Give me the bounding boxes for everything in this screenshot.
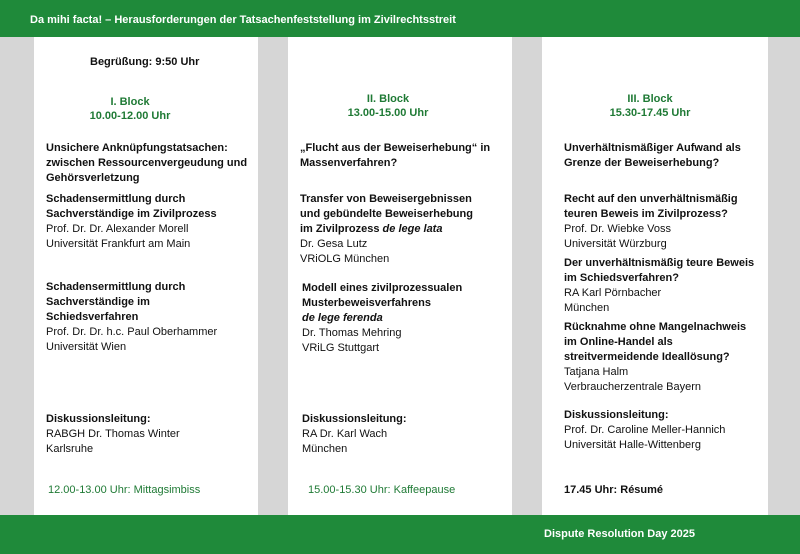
talk-speaker: Prof. Dr. Dr. h.c. Paul Oberhammer <box>46 326 218 338</box>
footer-bar <box>0 515 800 554</box>
block-3-time: 15.30-17.45 Uhr <box>609 107 691 119</box>
talk-affiliation: München <box>564 302 610 314</box>
moderation-place: München <box>302 443 348 455</box>
block-3-topic: Unverhältnismäßiger Aufwand als <box>564 142 741 154</box>
talk-speaker: Prof. Dr. Wiebke Voss <box>564 223 671 235</box>
talk-title: Sachverständige im Zivilprozess <box>46 208 217 220</box>
moderation-label: Diskussionsleitung: <box>46 413 151 425</box>
closing-resume: 17.45 Uhr: Résumé <box>564 484 664 496</box>
block-3-title: III. Block <box>627 93 673 105</box>
talk-affiliation: VRiOLG München <box>300 253 390 265</box>
talk-title: Rücknahme ohne Mangelnachweis <box>564 321 747 333</box>
footer-label: Dispute Resolution Day 2025 <box>544 528 695 540</box>
talk-affiliation: Universität Frankfurt am Main <box>46 238 191 250</box>
talk-title: Schiedsverfahren <box>46 311 139 323</box>
talk-title: teuren Beweis im Zivilprozess? <box>564 208 728 220</box>
talk-title: im Online-Handel als <box>564 336 673 348</box>
talk-speaker: Tatjana Halm <box>564 366 629 378</box>
talk-speaker: Prof. Dr. Dr. Alexander Morell <box>46 223 189 235</box>
block-3-topic: Grenze der Beweiserhebung? <box>564 157 720 169</box>
talk-title: Der unverhältnismäßig teure Beweis <box>564 257 755 269</box>
talk-title: im Schiedsverfahren? <box>564 272 679 284</box>
header-bar <box>0 0 800 37</box>
talk-speaker: Dr. Thomas Mehring <box>302 327 402 339</box>
column-block-2 <box>288 37 512 515</box>
talk-affiliation: Universität Wien <box>46 341 127 353</box>
moderation-place: Universität Halle-Wittenberg <box>564 439 701 451</box>
lunch-break: 12.00-13.00 Uhr: Mittagsimbiss <box>48 484 201 496</box>
block-1-topic: Gehörsverletzung <box>46 172 140 184</box>
moderation-label: Diskussionsleitung: <box>302 413 407 425</box>
talk-title: Recht auf den unverhältnismäßig <box>564 193 738 205</box>
moderation-name: RABGH Dr. Thomas Winter <box>46 428 180 440</box>
talk-title-italic: de lege lata <box>382 223 443 235</box>
column-block-1 <box>34 37 258 515</box>
block-1-time: 10.00-12.00 Uhr <box>89 110 171 122</box>
moderation-name: Prof. Dr. Caroline Meller-Hannich <box>564 424 726 436</box>
block-2-topic: „Flucht aus der Beweiserhebung“ in <box>300 142 491 154</box>
coffee-break: 15.00-15.30 Uhr: Kaffeepause <box>308 484 456 496</box>
block-2-title: II. Block <box>366 93 410 105</box>
talk-title: im Zivilprozess de lege lata <box>300 223 443 235</box>
talk-speaker: Dr. Gesa Lutz <box>300 238 368 250</box>
page-title: Da mihi facta! – Herausforderungen der Tatsachenfeststellung im Zivilrechtsstreit <box>30 14 456 26</box>
welcome-time: Begrüßung: 9:50 Uhr <box>90 56 200 68</box>
talk-affiliation: VRiLG Stuttgart <box>302 342 380 354</box>
talk-title: Sachverständige im <box>46 296 150 308</box>
talk-title: streitvermeidende Ideallösung? <box>564 351 730 363</box>
block-2-topic: Massenverfahren? <box>300 157 398 169</box>
moderation-name: RA Dr. Karl Wach <box>302 428 388 440</box>
moderation-label: Diskussionsleitung: <box>564 409 669 421</box>
block-1-topic: Unsichere Anknüpfungstatsachen: <box>46 142 228 154</box>
moderation-place: Karlsruhe <box>46 443 94 455</box>
talk-speaker: RA Karl Pörnbacher <box>564 287 662 299</box>
talk-title: Modell eines zivilprozessualen <box>302 282 463 294</box>
talk-title-italic: de lege ferenda <box>302 312 383 324</box>
talk-affiliation: Universität Würzburg <box>564 238 667 250</box>
talk-title: Schadensermittlung durch <box>46 193 186 205</box>
column-block-3 <box>542 37 768 515</box>
block-1-topic: zwischen Ressourcenvergeudung und <box>46 157 248 169</box>
talk-title: Schadensermittlung durch <box>46 281 186 293</box>
talk-title: und gebündelte Beweiserhebung <box>300 208 473 220</box>
talk-title: Musterbeweisverfahrens <box>302 297 431 309</box>
block-1-title: I. Block <box>110 96 150 108</box>
block-2-time: 13.00-15.00 Uhr <box>347 107 429 119</box>
talk-title: Transfer von Beweisergebnissen <box>300 193 472 205</box>
talk-affiliation: Verbraucherzentrale Bayern <box>564 381 701 393</box>
